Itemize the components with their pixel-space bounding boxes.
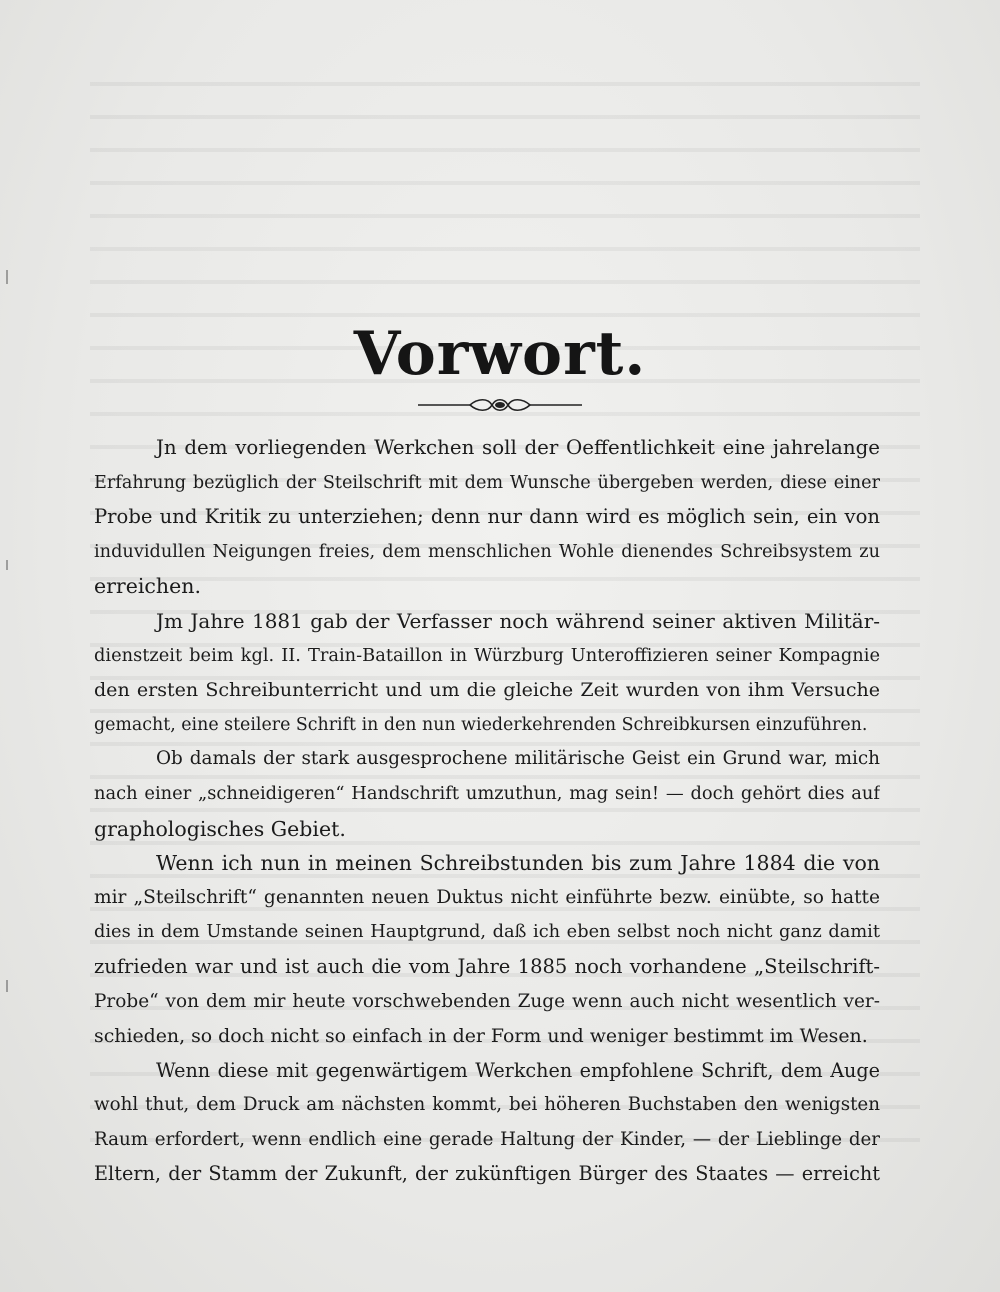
ornament-divider-icon xyxy=(400,395,600,415)
text-line: Erfahrung bezüglich der Steilschrift mit dem Wunsche übergeben werden, diese einer xyxy=(94,472,880,493)
text-line: gemacht, eine steilere Schrift in den nun wiederkehrenden Schreibkursen einzuführen. xyxy=(94,714,868,735)
body-text xyxy=(94,431,880,1192)
text-line: Eltern, der Stamm der Zukunft, der zukünftigen Bürger des Staates — erreicht xyxy=(94,1162,880,1186)
text-line: Raum erfordert, wenn endlich eine gerade Haltung der Kinder, — der Lieblinge der xyxy=(94,1128,880,1150)
text-line: dienstzeit beim kgl. II. Train-Bataillon in Würzburg Unteroffizieren seiner Kompagnie xyxy=(94,644,880,666)
text-line: Jm Jahre 1881 gab der Verfasser noch während seiner aktiven Militär- xyxy=(156,608,880,633)
text-line: den ersten Schreibunterricht und um die gleiche Zeit wurden von ihm Versuche xyxy=(94,679,880,702)
paragraph-1 xyxy=(94,431,880,604)
text-line: zufrieden war und ist auch die vom Jahre 1885 noch vorhandene „Steilschrift- xyxy=(94,954,880,978)
text-line: schieden, so doch nicht so einfach in der Form und weniger bestimmt im Wesen. xyxy=(94,1025,868,1048)
paragraph-2 xyxy=(94,604,880,742)
left-edge-mark xyxy=(6,270,8,284)
text-line: Jn dem vorliegenden Werkchen soll der Oeffentlichkeit eine jahrelange xyxy=(156,436,880,459)
page-heading: Vorwort. xyxy=(353,319,647,389)
paragraph-4 xyxy=(94,846,880,1054)
paragraph-5 xyxy=(94,1054,880,1192)
text-line: Ob damals der stark ausgesprochene militärische Geist ein Grund war, mich xyxy=(156,748,880,770)
text-line: nach einer „schneidigeren“ Handschrift umzuthun, mag sein! — doch gehört dies auf xyxy=(94,782,880,804)
text-line: wohl thut, dem Druck am nächsten kommt, bei höheren Buchstaben den wenigsten xyxy=(94,1094,880,1116)
text-line: dies in dem Umstande seinen Hauptgrund, daß ich eben selbst noch nicht ganz damit xyxy=(94,922,880,943)
text-line: Wenn diese mit gegenwärtigem Werkchen empfohlene Schrift, dem Auge xyxy=(156,1058,880,1082)
text-line: induvidullen Neigungen freies, dem menschlichen Wohle dienendes Schreibsystem zu xyxy=(94,541,880,562)
text-line: mir „Steilschrift“ genannten neuen Duktus nicht einführte bezw. einübte, so hatte xyxy=(94,886,880,908)
left-edge-mark xyxy=(6,560,8,570)
paragraph-3 xyxy=(94,742,880,846)
text-line: Wenn ich nun in meinen Schreibstunden bis zum Jahre 1884 die von xyxy=(156,851,880,876)
left-edge-mark xyxy=(6,980,8,992)
text-line: Probe und Kritik zu unterziehen; denn nur dann wird es möglich sein, ein von xyxy=(94,505,880,529)
text-line: erreichen. xyxy=(94,574,201,599)
text-line: graphologisches Gebiet. xyxy=(94,816,346,841)
text-line: Probe“ von dem mir heute vorschwebenden Zuge wenn auch nicht wesentlich ver- xyxy=(94,990,880,1012)
